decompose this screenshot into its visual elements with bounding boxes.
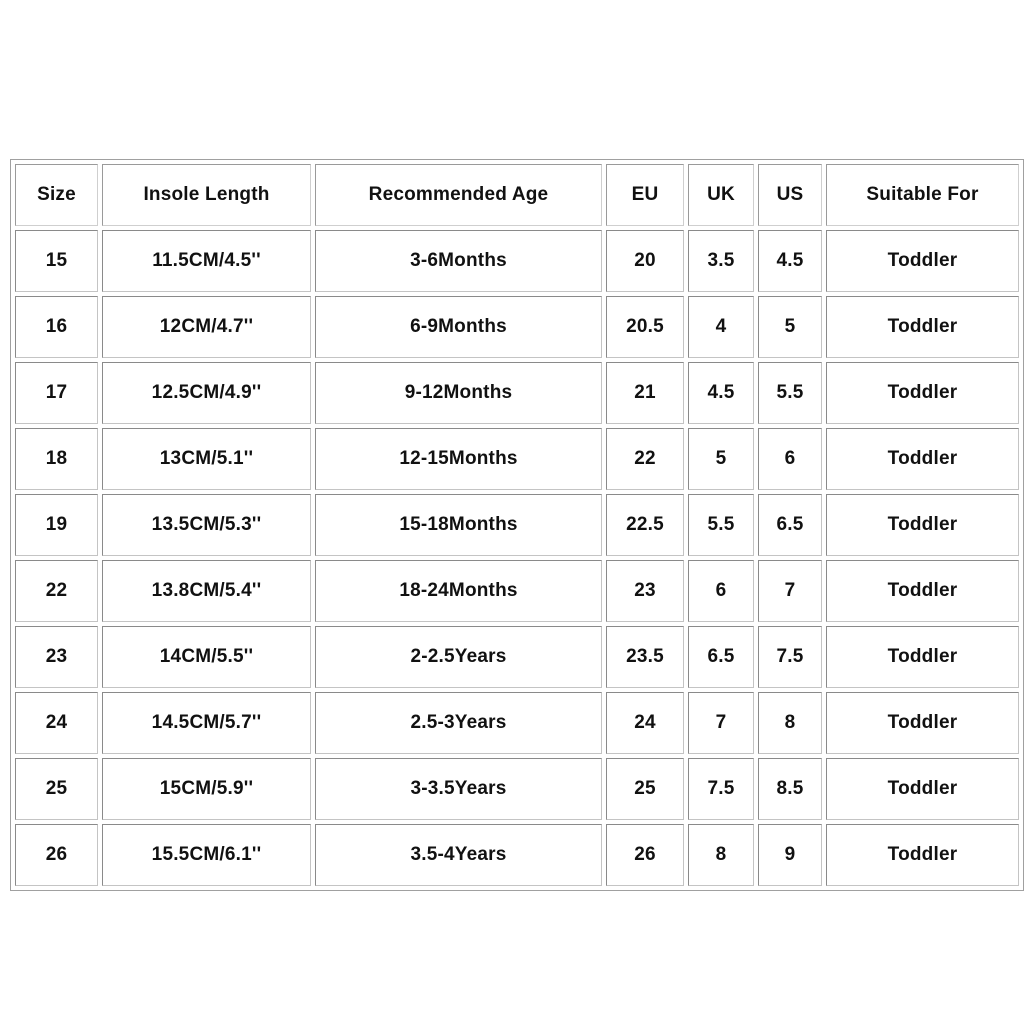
table-row <box>15 362 1019 424</box>
cell-eu: 21 <box>606 362 684 424</box>
cell-recommended-age: 18-24Months <box>315 560 602 622</box>
cell-eu: 24 <box>606 692 684 754</box>
cell-suitable-for: Toddler <box>826 296 1019 358</box>
table-row <box>15 494 1019 556</box>
cell-size: 16 <box>15 296 98 358</box>
cell-size: 15 <box>15 230 98 292</box>
header-size: Size <box>15 164 98 226</box>
cell-eu: 23.5 <box>606 626 684 688</box>
cell-size: 17 <box>15 362 98 424</box>
cell-insole-length: 14CM/5.5'' <box>102 626 311 688</box>
cell-us: 8.5 <box>758 758 822 820</box>
table-header-row <box>15 164 1019 226</box>
cell-eu: 20.5 <box>606 296 684 358</box>
cell-suitable-for: Toddler <box>826 362 1019 424</box>
cell-uk: 6.5 <box>688 626 754 688</box>
cell-size: 18 <box>15 428 98 490</box>
header-suitable-for: Suitable For <box>826 164 1019 226</box>
cell-suitable-for: Toddler <box>826 692 1019 754</box>
cell-insole-length: 14.5CM/5.7'' <box>102 692 311 754</box>
cell-eu: 26 <box>606 824 684 886</box>
cell-recommended-age: 12-15Months <box>315 428 602 490</box>
table-row <box>15 626 1019 688</box>
cell-suitable-for: Toddler <box>826 494 1019 556</box>
cell-recommended-age: 3-6Months <box>315 230 602 292</box>
cell-insole-length: 13.8CM/5.4'' <box>102 560 311 622</box>
cell-uk: 4.5 <box>688 362 754 424</box>
cell-recommended-age: 6-9Months <box>315 296 602 358</box>
cell-size: 25 <box>15 758 98 820</box>
cell-size: 26 <box>15 824 98 886</box>
table-row <box>15 824 1019 886</box>
cell-suitable-for: Toddler <box>826 560 1019 622</box>
table-row <box>15 428 1019 490</box>
cell-eu: 20 <box>606 230 684 292</box>
cell-recommended-age: 3-3.5Years <box>315 758 602 820</box>
cell-suitable-for: Toddler <box>826 758 1019 820</box>
header-eu: EU <box>606 164 684 226</box>
header-recommended-age: Recommended Age <box>315 164 602 226</box>
cell-us: 7.5 <box>758 626 822 688</box>
cell-size: 19 <box>15 494 98 556</box>
size-chart-table <box>10 159 1024 891</box>
cell-recommended-age: 3.5-4Years <box>315 824 602 886</box>
table-row <box>15 230 1019 292</box>
header-uk: UK <box>688 164 754 226</box>
table-row <box>15 692 1019 754</box>
cell-uk: 5 <box>688 428 754 490</box>
table-row <box>15 560 1019 622</box>
cell-recommended-age: 15-18Months <box>315 494 602 556</box>
cell-insole-length: 13CM/5.1'' <box>102 428 311 490</box>
cell-recommended-age: 9-12Months <box>315 362 602 424</box>
cell-eu: 22 <box>606 428 684 490</box>
cell-uk: 4 <box>688 296 754 358</box>
cell-suitable-for: Toddler <box>826 230 1019 292</box>
cell-uk: 3.5 <box>688 230 754 292</box>
cell-suitable-for: Toddler <box>826 428 1019 490</box>
cell-size: 23 <box>15 626 98 688</box>
cell-uk: 8 <box>688 824 754 886</box>
header-insole-length: Insole Length <box>102 164 311 226</box>
cell-uk: 7 <box>688 692 754 754</box>
table-row <box>15 296 1019 358</box>
cell-size: 24 <box>15 692 98 754</box>
cell-us: 7 <box>758 560 822 622</box>
cell-suitable-for: Toddler <box>826 824 1019 886</box>
cell-eu: 23 <box>606 560 684 622</box>
cell-recommended-age: 2.5-3Years <box>315 692 602 754</box>
cell-us: 8 <box>758 692 822 754</box>
cell-insole-length: 13.5CM/5.3'' <box>102 494 311 556</box>
cell-eu: 25 <box>606 758 684 820</box>
cell-insole-length: 12.5CM/4.9'' <box>102 362 311 424</box>
cell-us: 6.5 <box>758 494 822 556</box>
cell-us: 4.5 <box>758 230 822 292</box>
cell-us: 9 <box>758 824 822 886</box>
cell-uk: 7.5 <box>688 758 754 820</box>
header-us: US <box>758 164 822 226</box>
table-row <box>15 758 1019 820</box>
cell-size: 22 <box>15 560 98 622</box>
cell-us: 6 <box>758 428 822 490</box>
cell-insole-length: 12CM/4.7'' <box>102 296 311 358</box>
cell-recommended-age: 2-2.5Years <box>315 626 602 688</box>
cell-us: 5 <box>758 296 822 358</box>
cell-us: 5.5 <box>758 362 822 424</box>
cell-insole-length: 15.5CM/6.1'' <box>102 824 311 886</box>
cell-suitable-for: Toddler <box>826 626 1019 688</box>
cell-eu: 22.5 <box>606 494 684 556</box>
cell-uk: 5.5 <box>688 494 754 556</box>
cell-insole-length: 11.5CM/4.5'' <box>102 230 311 292</box>
cell-insole-length: 15CM/5.9'' <box>102 758 311 820</box>
cell-uk: 6 <box>688 560 754 622</box>
